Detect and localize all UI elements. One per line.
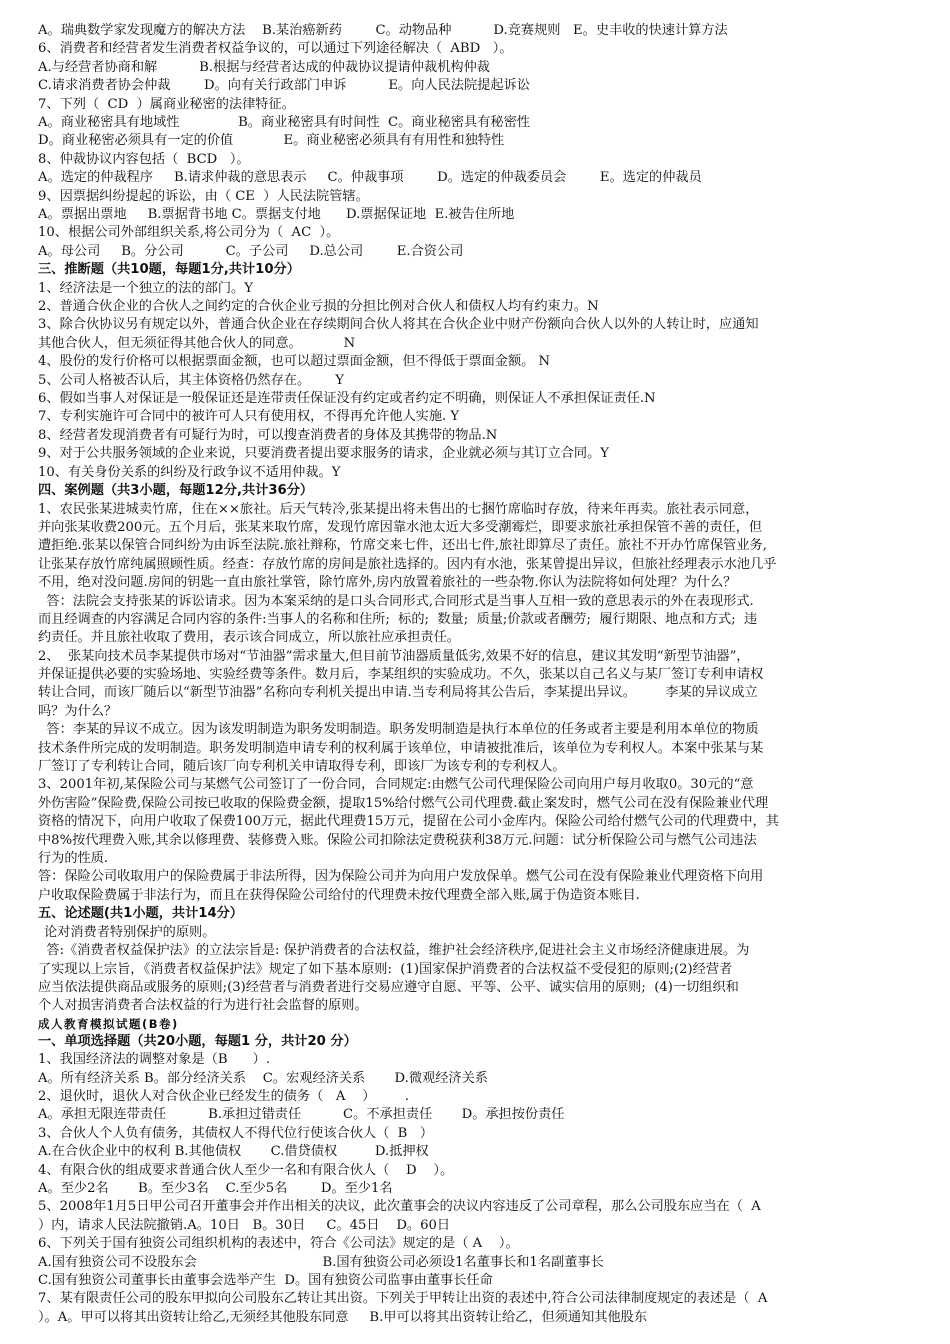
- text-line: 户收取保险费属于非法行为，而且在获得保险公司给付的代理费未按代理费全部入账,属于伪造资本账目.: [38, 887, 640, 903]
- text-line: 答：李某的异议不成立。因为该发明制造为职务发明制造。职务发明制造是执行本单位的任务或者主要是利用本单位的物质: [38, 722, 759, 738]
- text-line: 2、退伙时，退伙人对合伙企业已经发生的债务（ A ） .: [38, 1089, 409, 1105]
- text-line: 2、 张某向技术员李某提供市场对“节油器”需求量大,但目前节油器质量低劣,效果不好的信息，建议其发明“新型节油器”，: [38, 648, 750, 664]
- text-line: 行为的性质.: [38, 850, 109, 866]
- text-line: 而且经调查的内容满足合同内容的条件:当事人的名称和住所; 标的; 数量; 质量;价款或者酬劳; 履行期限、地点和方式; 违: [38, 611, 758, 627]
- text-line: C.请求消费者协会仲裁 D。向有关行政部门申诉 E。向人民法院提起诉讼: [38, 78, 530, 94]
- text-line: A.国有独资公司不设股东会 B.国有独资公司必须设1名董事长和1名副董事长: [38, 1254, 604, 1270]
- text-line: 1、我国经济法的调整对象是（B ）.: [38, 1052, 271, 1068]
- text-line: A。商业秘密具有地域性 B。商业秘密具有时间性 C。商业秘密具有秘密性: [38, 114, 530, 130]
- text-line: 10、根据公司外部组织关系,将公司分为（ AC ）。: [38, 225, 340, 241]
- text-line: 并保证提供必要的实验场地、实验经费等条件。数月后，李某组织的实验成功。不久，张某以自己名义与某厂签订专利申请权: [38, 667, 764, 683]
- text-line: 答:《消费者权益保护法》的立法宗旨是: 保护消费者的合法权益，维护社会经济秩序,促进社会主义市场经济健康进展。为: [38, 943, 750, 959]
- text-line: 外伤害险”保险费,保险公司按已收取的保险费金额，提取15%给付燃气公司代理费.截止案发时，燃气公司在没有保险兼业代理: [38, 795, 769, 811]
- text-line: 中8%按代理费入账,其余以修理费、装修费入账。保险公司扣除法定费税获利38万元.问题：试分析保险公司与燃气公司违法: [38, 832, 757, 848]
- text-line: 9、因票据纠纷提起的诉讼，由（ CE ）人民法院管辖。: [38, 188, 369, 204]
- text-line: 并向张某收费200元。五个月后，张某来取竹席，发现竹席因靠水池太近大多受潮霉烂，即要求旅社承担保管不善的责任，但: [38, 519, 763, 535]
- text-line: 3、合伙人个人负有债务，其债权人不得代位行使该合伙人（ B ）: [38, 1125, 434, 1141]
- text-line: 6、下列关于国有独资公司组织机构的表述中，符合《公司法》规定的是（ A ）。: [38, 1236, 519, 1252]
- text-line: 10、有关身份关系的纠纷及行政争议不适用仲裁。Y: [38, 464, 341, 480]
- text-line: A。母公司 B。分公司 C。子公司 D.总公司 E.合资公司: [38, 243, 464, 259]
- text-line: A。至少2名 B。至少3名 C.至少5名 D。至少1名: [38, 1181, 393, 1197]
- text-line: A。票据出票地 B.票据背书地 C。票据支付地 D.票据保证地 E.被告住所地: [38, 206, 515, 222]
- text-line: 6、消费者和经营者发生消费者权益争议的，可以通过下列途径解决（ ABD ）。: [38, 41, 513, 57]
- text-line: C.国有独资公司董事长由董事会选举产生 D。国有独资公司监事由董事长任命: [38, 1272, 493, 1288]
- text-line: 8、经营者发现消费者有可疑行为时，可以搜查消费者的身体及其携带的物品.N: [38, 427, 498, 443]
- text-line: A。瑞典数学家发现魔方的解决方法 B.某治癌新药 C。动物品种 D.竞赛规则 E。史丰收的快速计算方法: [38, 23, 728, 38]
- text-line: 转让合同，而该厂随后以“新型节油器”名称向专利机关提出申请.当专利局将其公告后，李某提出异议。 李某的异议成立: [38, 685, 758, 701]
- text-line: 7、专利实施许可合同中的被许可人只有使用权，不得再允许他人实施. Y: [38, 409, 460, 425]
- text-line: A.与经营者协商和解 B.根据与经营者达成的仲裁协议提请仲裁机构仲裁: [38, 59, 490, 75]
- text-line: 技术条件所完成的发明制造。职务发明制造申请专利的权利属于该单位，申请被批准后，该单位为专利权人。本案中张某与某: [38, 740, 764, 756]
- text-line: 7、某有限责任公司的股东甲拟向公司股东乙转让其出资。下列关于甲转让出资的表述中,符合公司法律制度规定的表述是（ A: [38, 1291, 768, 1307]
- text-line: 吗？为什么？: [38, 703, 118, 719]
- text-line: 1、农民张某进城卖竹席，住在××旅社。后天气转冷,张某提出将未售出的七捆竹席临时存放，待来年再卖。旅社表示同意，: [38, 501, 759, 517]
- text-line: 应当依法提供商品或服务的原则;(3)经营者与消费者进行交易应遵守自愿、平等、公平、诚实信用的原则; (4)一切组织和: [38, 979, 739, 995]
- text-line: 个人对损害消费者合法权益的行为进行社会监督的原则。: [38, 998, 368, 1014]
- text-line: 7、下列（ CD ）属商业秘密的法律特征。: [38, 96, 295, 112]
- text-line: D。商业秘密必须具有一定的价值 E。商业秘密必须具有有用性和独特性: [38, 133, 505, 149]
- text-line: 答：法院会支持张某的诉讼请求。因为本案采纳的是口头合同形式,合同形式是当事人互相一致的意思表示的外在表现形式.: [38, 593, 754, 609]
- text-line: A。承担无限连带责任 B.承担过错责任 C。不承担责任 D。承担按份责任: [38, 1107, 565, 1123]
- text-line: 5、公司人格被否认后，其主体资格仍然存在。 Y: [38, 372, 344, 388]
- text-line: 不用，绝对没问题.房间的钥匙一直由旅社掌管，除竹席外,房内放置着旅社的一些杂物.你认为法院将如何处理？为什么？: [38, 575, 737, 591]
- section-heading: 五、论述题(共1小题，共计14分）: [38, 906, 243, 922]
- text-line: 约责任。并且旅社收取了费用，表示该合同成立，所以旅社应承担责任。: [38, 630, 460, 646]
- text-line: 论对消费者特别保护的原则。: [44, 924, 216, 940]
- text-line: 其他合伙人，但无须征得其他合伙人的同意。 N: [38, 335, 356, 351]
- text-line: 厂签订了专利转让合同，随后该厂向专利机关申请取得专利，即该厂为该专利的专利权人。: [38, 759, 566, 775]
- exam-document: [38, 22, 918, 1327]
- text-line: ）内，请求人民法院撤销.A。10日 B。30日 C。45日 D。60日: [38, 1217, 451, 1233]
- text-line: 1、经济法是一个独立的法的部门。Y: [38, 280, 253, 296]
- text-line: 4、股份的发行价格可以根据票面金额，也可以超过票面金额，但不得低于票面金额。 N: [38, 354, 551, 370]
- text-line: 3、除合伙协议另有规定以外，普通合伙企业在存续期间合伙人将其在合伙企业中财产份额向合伙人以外的人转让时，应通知: [38, 317, 759, 333]
- text-line: 让张某存放竹席纯属照顾性质。经查：存放竹席的房间是旅社选择的。因内有水池，张某曾提出异议，但旅社经理表示水池几乎: [38, 556, 777, 572]
- section-heading: 四、案例题（共3小题，每题12分,共计36分）: [38, 482, 314, 498]
- exam-title: 成人教育模拟试题(B卷): [38, 1016, 179, 1031]
- text-line: 了实现以上宗旨，《消费者权益保护法》规定了如下基本原则: (1)国家保护消费者的合法权益不受侵犯的原则;(2)经营者: [38, 961, 733, 977]
- section-heading: 一、单项选择题（共20小题，每题1 分，共计20 分）: [38, 1033, 357, 1049]
- text-line: 遭拒绝.张某以保管合同纠纷为由诉至法院.旅社辩称，竹席交来七件，还出七件,旅社即算尽了责任。旅社不开办竹席保管业务,: [38, 538, 767, 554]
- text-line: A.在合伙企业中的权利 B.其他债权 C.借贷债权 D.抵押权: [38, 1144, 429, 1160]
- text-line: 5、2008年1月5日甲公司召开董事会并作出相关的决议，此次董事会的决议内容违反了公司章程，那么公司股东应当在（ A: [38, 1199, 761, 1215]
- text-line: ）。A。甲可以将其出资转让给乙,无须经其他股东同意 B.甲可以将其出资转让给乙，但须通知其他股东: [38, 1309, 648, 1325]
- text-line: A。选定的仲裁程序 B.请求仲裁的意思表示 C。仲裁事项 D。选定的仲裁委员会 E。选定的仲裁员: [38, 170, 702, 186]
- text-line: 答：保险公司收取用户的保险费属于非法所得，因为保险公司并为向用户发放保单。燃气公司在没有保险兼业代理资格下向用: [38, 869, 764, 885]
- text-line: 8、仲裁协议内容包括（ BCD ）。: [38, 151, 250, 167]
- text-line: 6、假如当事人对保证是一般保证还是连带责任保证没有约定或者约定不明确，则保证人不承担保证责任.N: [38, 391, 656, 407]
- text-line: 9、对于公共服务领域的企业来说，只要消费者提出要求服务的请求，企业就必须与其订立合同。Y: [38, 446, 609, 462]
- text-line: 2、普通合伙企业的合伙人之间约定的合伙企业亏损的分担比例对合伙人和债权人均有约束力。N: [38, 299, 599, 315]
- section-heading: 三、推断题（共10题，每题1分,共计10分）: [38, 262, 300, 278]
- text-line: 资格的情况下，向用户收取了保费100万元，据此代理费15万元，提留在公司小金库内。保险公司给付燃气公司的代理费中，其: [38, 814, 779, 830]
- text-line: 3、2001年初,某保险公司与某燃气公司签订了一份合同，合同规定:由燃气公司代理保险公司向用户每月收取0。30元的“意: [38, 777, 754, 793]
- text-line: A。所有经济关系 B。部分经济关系 C。宏观经济关系 D.微观经济关系: [38, 1070, 488, 1086]
- text-line: 4、有限合伙的组成要求普通合伙人至少一名和有限合伙人（ D ）。: [38, 1162, 454, 1178]
